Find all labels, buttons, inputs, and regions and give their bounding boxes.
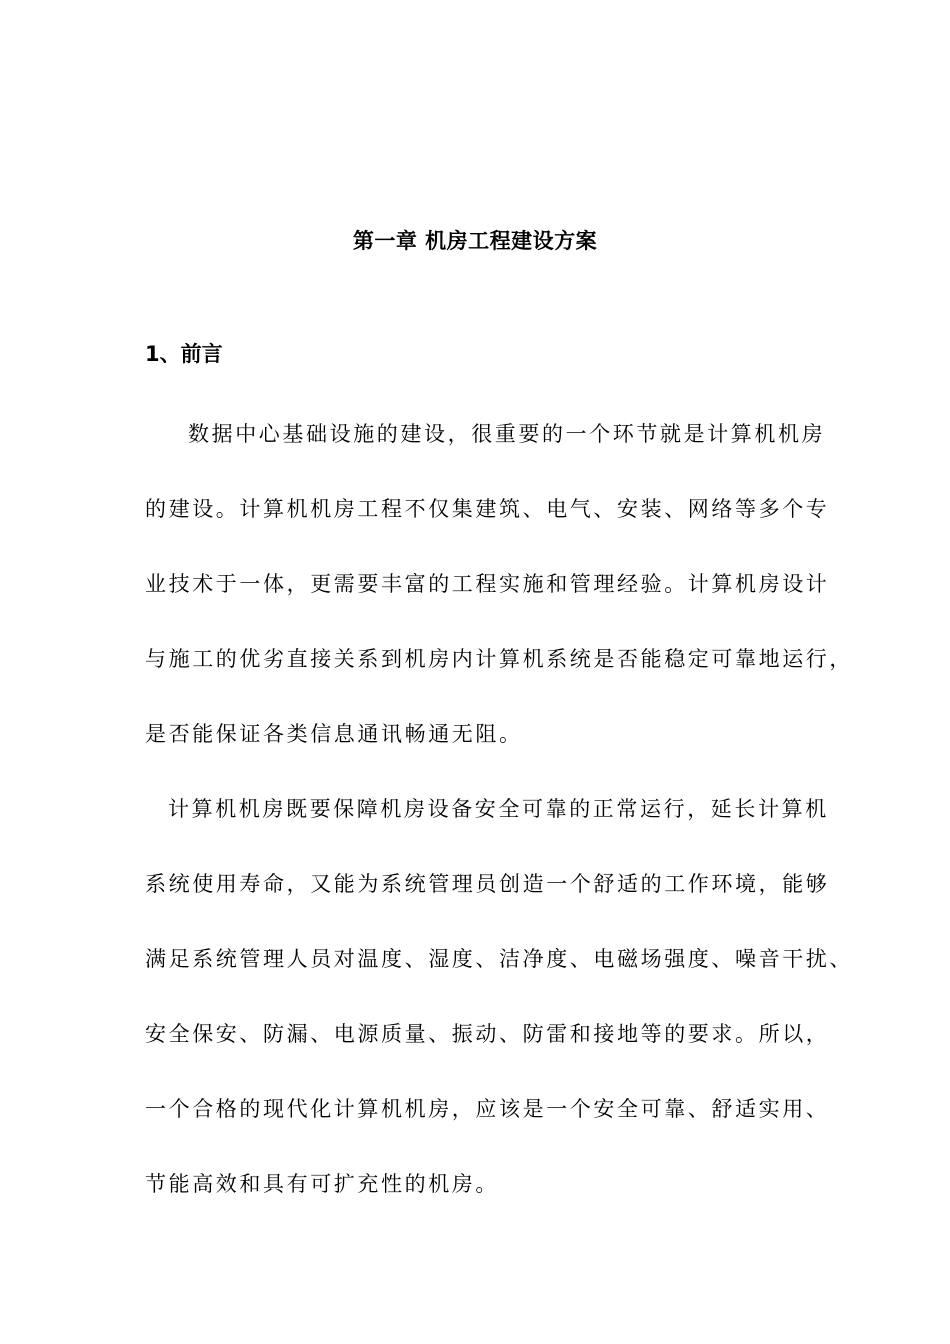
- chapter-title: 第一章 机房工程建设方案: [352, 229, 598, 253]
- paragraph-2-line-2: 系统使用寿命，又能为系统管理员创造一个舒适的工作环境，能够: [145, 872, 830, 896]
- paragraph-1-line-1: 数据中心基础设施的建设，很重要的一个环节就是计算机机房: [188, 422, 826, 446]
- paragraph-2-line-5: 一个合格的现代化计算机机房，应该是一个安全可靠、舒适实用、: [145, 1097, 830, 1121]
- section-heading: 1、前言: [145, 342, 223, 366]
- paragraph-1-line-5: 是否能保证各类信息通讯畅通无阻。: [145, 722, 523, 746]
- paragraph-1-line-2: 的建设。计算机机房工程不仅集建筑、电气、安装、网络等多个专: [145, 497, 830, 521]
- paragraph-1-line-4: 与施工的优劣直接关系到机房内计算机系统是否能稳定可靠地运行，: [145, 647, 853, 671]
- paragraph-2-line-6: 节能高效和具有可扩充性的机房。: [145, 1172, 499, 1196]
- paragraph-1-line-3: 业技术于一体，更需要丰富的工程实施和管理经验。计算机房设计: [145, 572, 830, 596]
- paragraph-2-line-4: 安全保安、防漏、电源质量、振动、防雷和接地等的要求。所以，: [145, 1022, 830, 1046]
- paragraph-2-line-1: 计算机机房既要保障机房设备安全可靠的正常运行，延长计算机: [168, 797, 829, 821]
- paragraph-2-line-3: 满足系统管理人员对温度、湿度、洁净度、电磁场强度、噪音干扰、: [145, 947, 853, 971]
